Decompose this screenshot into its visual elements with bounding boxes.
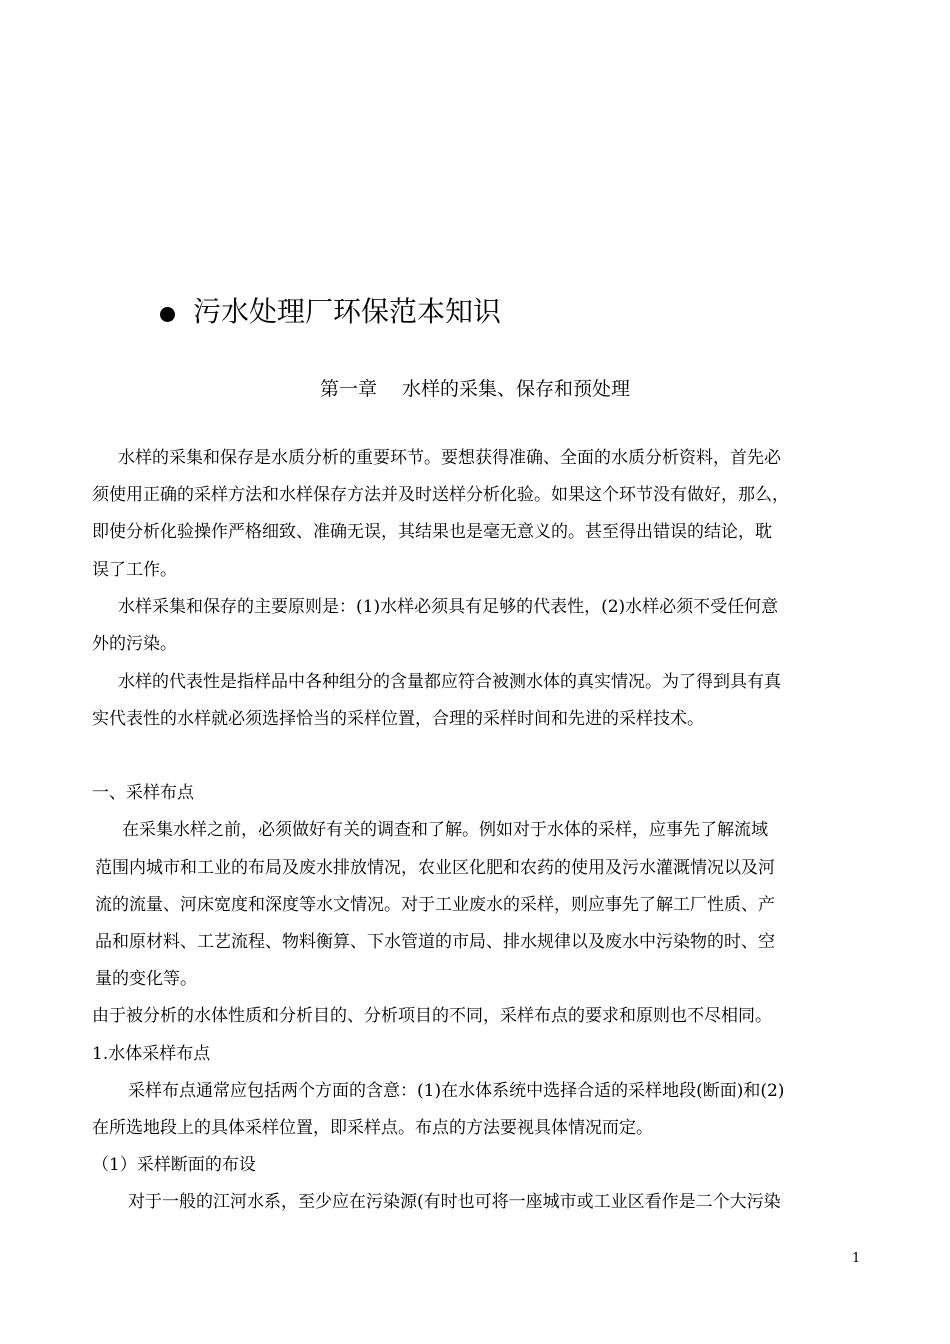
body-line: 由于被分析的水体性质和分析目的、分析项目的不同，采样布点的要求和原则也不尽相同。 — [92, 1006, 772, 1026]
body-line: 对于一般的江河水系，至少应在污染源(有时也可将一座城市或工业区看作是二个大污染 — [128, 1192, 781, 1212]
body-line: 水样的代表性是指样品中各种组分的含量都应符合被测水体的真实情况。为了得到具有真 — [118, 672, 781, 692]
bullet-icon — [160, 307, 175, 322]
body-line: 水样采集和保存的主要原则是：(1)水样必须具有足够的代表性，(2)水样必须不受任何意 — [118, 597, 779, 617]
body-line: 须使用正确的采样方法和水样保存方法并及时送样分析化验。如果这个环节没有做好，那么， — [92, 485, 789, 505]
chapter-title: 第一章 水样的采集、保存和预处理 — [319, 378, 631, 400]
body-line: 在所选地段上的具体采样位置，即采样点。布点的方法要视具体情况而定。 — [92, 1118, 653, 1138]
body-line: 即使分析化验操作严格细致、准确无误，其结果也是毫无意义的。甚至得出错误的结论，耽 — [92, 522, 772, 542]
subsection-heading: （1）采样断面的布设 — [92, 1155, 256, 1175]
body-line: 误了工作。 — [92, 560, 177, 580]
section-heading: 一、采样布点 — [92, 783, 194, 803]
document-title-text: 污水处理厂环保范本知识 — [193, 295, 502, 328]
subsection-heading: 1.水体采样布点 — [92, 1044, 211, 1064]
body-line: 采样布点通常应包括两个方面的含意：(1)在水体系统中选择合适的采样地段(断面)和(2) — [128, 1081, 785, 1101]
body-line: 品和原材料、工艺流程、物料衡算、下水管道的市局、排水规律以及废水中污染物的时、空 — [95, 932, 775, 952]
body-line: 流的流量、河床宽度和深度等水文情况。对于工业废水的采样，则应事先了解工厂性质、产 — [95, 895, 775, 915]
body-line: 外的污染。 — [92, 634, 177, 654]
body-line: 水样的采集和保存是水质分析的重要环节。要想获得准确、全面的水质分析资料，首先必 — [118, 448, 781, 468]
body-line: 实代表性的水样就必须选择恰当的采样位置，合理的采样时间和先进的采样技术。 — [92, 709, 704, 729]
document-title — [160, 292, 501, 332]
page-number: 1 — [852, 1251, 861, 1266]
body-line: 量的变化等。 — [95, 969, 197, 989]
body-line: 在采集水样之前，必须做好有关的调查和了解。例如对于水体的采样，应事先了解流域 — [122, 820, 768, 840]
body-line: 范围内城市和工业的布局及废水排放情况，农业区化肥和农药的使用及污水灌溉情况以及河 — [95, 858, 775, 878]
